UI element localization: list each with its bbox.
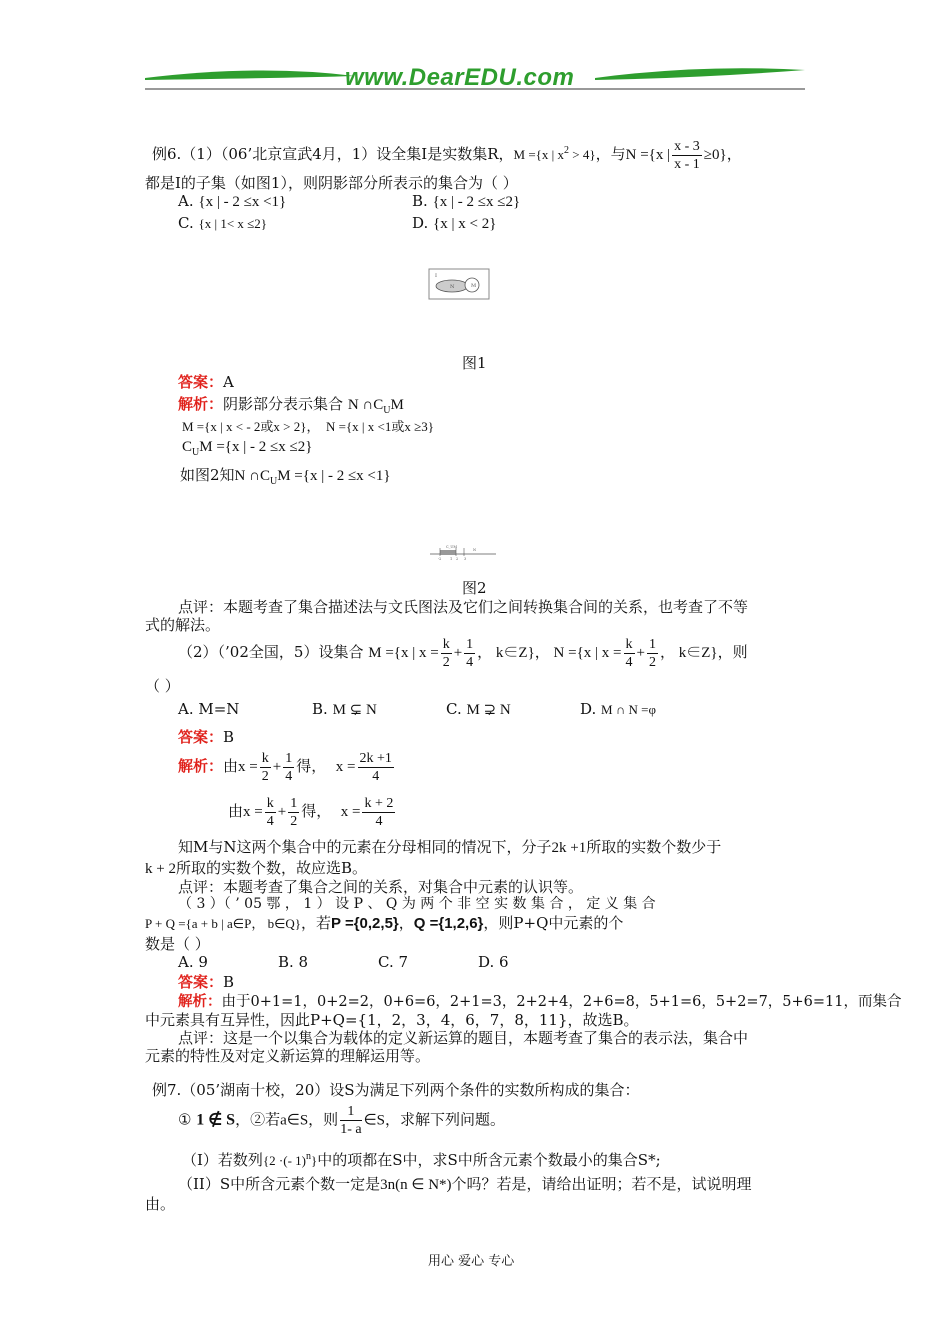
- q2-analysis-2: 由x = $\frac{k}{4}$ + $\frac{1}{2}$ 得， x = $\frac{k + 2}{4}$: [228, 796, 394, 829]
- figure-1: [428, 268, 490, 300]
- q3-line-3: 数是（ ）: [145, 935, 210, 953]
- figure-2-caption: 图2: [462, 579, 487, 597]
- ex6-q1-line1: 例6.（1）（06’北京宣武4月，1）设全集I是实数集R，M ={x | $x^2 > 4$}，与N ={x | $\frac{x - 3}{x - 1}$ ≥0}，: [152, 139, 742, 172]
- q3-comment-2: 元素的特性及对定义新运算的理解运用等。: [145, 1047, 431, 1065]
- header-site-name[interactable]: www.DearEDU.com: [345, 64, 575, 91]
- q3-analysis-2: 中元素具有互异性，因此P+Q={1，2，3，4，6，7，8，11}，故选B。: [145, 1011, 639, 1029]
- ex6-q2: （2）（’02全国，5）设集合 M ={x | x = $\frac{k}{2}$ + $\frac{1}{4}$ ， k∈Z}， N ={x | x = $\frac{k}{4}$ + $\frac{1}{2}$ ， k∈Z}，则: [178, 637, 748, 670]
- q3-line-1: （ 3 ）（ ’ 05 鄂 ， 1 ） 设 P 、 Q 为 两 个 非 空 实 数 集 合 ， 定 义 集 合: [178, 896, 656, 912]
- ex6-line-CUM: $C_UM =\{x$ | - 2 ≤x ≤2}: [182, 439, 313, 458]
- q2-analysis-1: 解析：由x = $\frac{k}{2}$ + $\frac{1}{4}$ 得， x = $\frac{2k +1}{4}$: [178, 751, 392, 784]
- ex6-line-fig2: 如图2知N $\cap C_UM =\{x$ | - 2 ≤x <1}: [180, 466, 391, 487]
- q3-option-b: B. 8: [278, 953, 309, 971]
- fig1-label-M: M: [471, 283, 477, 289]
- q3-option-d: D. 6: [478, 953, 509, 971]
- ex6-line-M: M ={x | x < - 2或x > 2}， N ={x | x <1或x ≥3}: [182, 419, 434, 434]
- header-banner: [140, 56, 810, 96]
- fig2-tick-1: 1: [450, 557, 453, 561]
- ex7-part-1: （I）若数列{2 ·(- 1)$^n$}中的项都在S中，求S中所含元素个数最小的集合S*;: [182, 1151, 661, 1169]
- ex6-q1-line2: 都是I的子集（如图1），则阴影部分所表示的集合为（ ）: [145, 174, 518, 192]
- fig2-tick-neg2: -2: [438, 557, 442, 561]
- q1-set-M: M ={x | $x^2 > 4$}: [513, 144, 596, 162]
- venn-diagram-icon: [428, 268, 490, 300]
- fig2-tick-3: 3: [464, 557, 467, 561]
- q3-option-c: C. 7: [378, 953, 409, 971]
- fig1-label-N: N: [450, 284, 455, 290]
- ex7-part-2b: 由。: [145, 1195, 176, 1213]
- ex7-line-1: 例7.（05’湖南十校，20）设S为满足下列两个条件的实数所构成的集合：: [152, 1081, 640, 1099]
- number-line-icon: [428, 544, 498, 562]
- q2-option-d: D. M ∩ N =φ: [580, 700, 656, 718]
- ex6-answer: 答案：A: [178, 373, 234, 391]
- q3-analysis-1: 解析：由于0+1=1，0+2=2，0+6=6，2+1=3，2+2+4，2+6=8，5+1=6，5+2=7，5+6=11，而集合: [178, 993, 902, 1010]
- q3-option-a: A. 9: [178, 953, 208, 971]
- q2-answer: 答案：B: [178, 728, 235, 746]
- q3-line-2: P + Q ={a + b | a∈P， b∈Q}，若P ={0,2,5}，Q ={1,2,6}，则P+Q中元素的个: [145, 914, 624, 932]
- q2-text-2: k + 2所取的实数个数，故应选B。: [145, 859, 367, 877]
- q2-text-1: 知M与N这两个集合中的元素在分母相同的情况下，分子2k +1所取的实数个数少于: [178, 838, 722, 856]
- q2-comment: 点评：本题考查了集合之间的关系，对集合中元素的认识等。: [178, 878, 584, 896]
- ex6-analysis: 解析：阴影部分表示集合 N $\cap C_UM$: [178, 395, 404, 416]
- footer-text: 用心 爱心 专心: [428, 1254, 515, 1269]
- ex6-q2-paren: （ ）: [145, 677, 180, 695]
- option-a: A. {x | - 2 ≤x <1}: [178, 192, 287, 210]
- q3-answer: 答案：B: [178, 973, 235, 991]
- comment-1a: 点评：本题考查了集合描述法与文氏图法及它们之间转换集合间的关系，也考查了不等: [178, 598, 749, 616]
- fig2-label-N: N: [473, 548, 477, 552]
- option-c: C. {x | 1< x ≤2}: [178, 214, 268, 232]
- figure-1-caption: 图1: [462, 354, 487, 372]
- ex7-part-2: （II）S中所含元素个数一定是3n(n ∈ N*)个吗？若是，请给出证明；若不是，试说明理: [178, 1175, 752, 1193]
- q3-comment-1: 点评：这是一个以集合为载体的定义新运算的题目，本题考查了集合的表示法，集合中: [178, 1029, 749, 1047]
- fig2-label-CUM: C_UM: [446, 545, 457, 549]
- fig2-tick-2: 2: [456, 557, 459, 561]
- option-b: B. {x | - 2 ≤x ≤2}: [412, 192, 521, 210]
- option-d: D. {x | x < 2}: [412, 214, 497, 232]
- q2-option-b: B. M ⊊ N: [312, 700, 377, 718]
- q1-set-N: N ={x | $\frac{x - 3}{x - 1}$ ≥0}，: [625, 139, 742, 172]
- ex7-conditions: ① 1 ∉ S，②若a∈S，则 $\frac{1}{1- a}$ ∈S，求解下列问题。: [178, 1104, 506, 1137]
- fig1-label-I: I: [435, 273, 437, 279]
- comment-1b: 式的解法。: [145, 616, 221, 634]
- q2-option-c: C. M ⊋ N: [446, 700, 511, 718]
- figure-2: [428, 544, 498, 562]
- q2-option-a: A. M=N: [178, 700, 240, 718]
